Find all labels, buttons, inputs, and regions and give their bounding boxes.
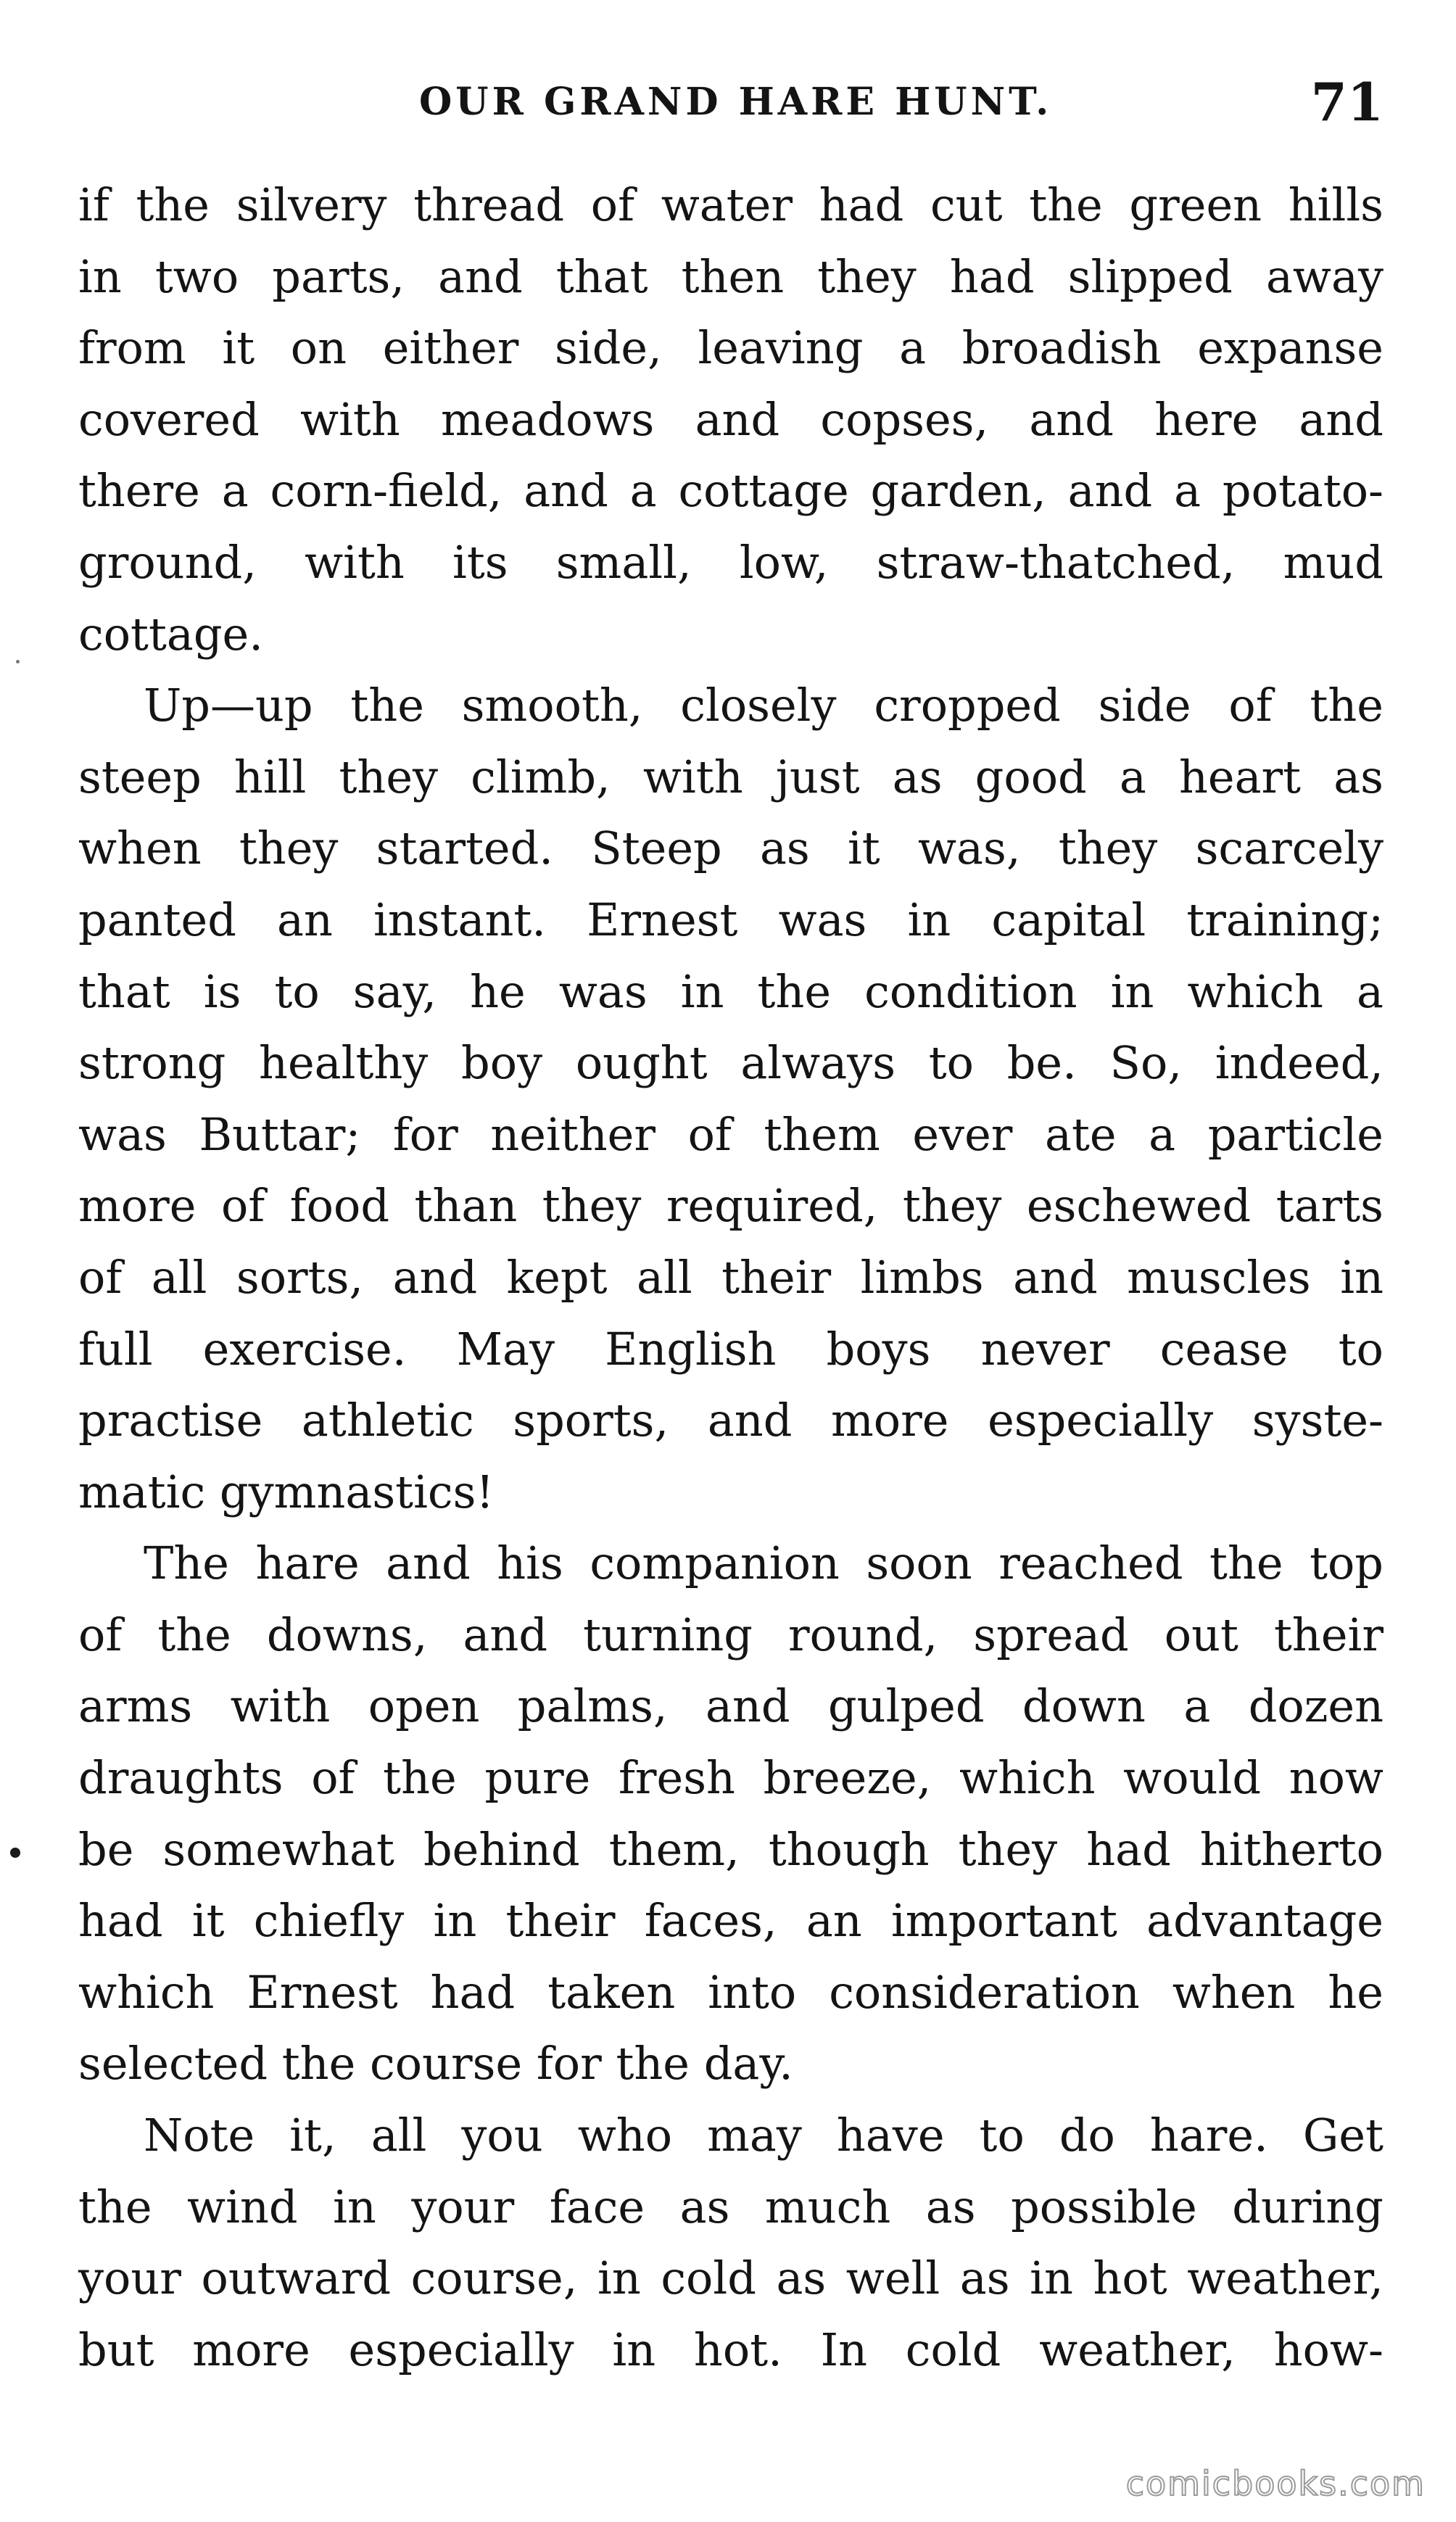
text-line: draughts of the pure fresh breeze, which would now	[78, 1751, 1383, 1805]
text-line: Up—up the smooth, closely cropped side of the	[144, 679, 1383, 732]
text-line: covered with meadows and copses, and here and	[78, 392, 1383, 446]
text-line: ground, with its small, low, straw-thatched, mud	[78, 535, 1383, 589]
page-number: 71	[1310, 71, 1383, 133]
paragraph	[78, 2100, 1383, 2386]
paragraph	[78, 670, 1383, 1528]
watermark: comicbooks.com	[1125, 2464, 1426, 2503]
paragraph	[78, 170, 1383, 670]
text-line: The hare and his companion soon reached the top	[144, 1537, 1383, 1590]
text-line: panted an instant. Ernest was in capital training;	[78, 893, 1383, 946]
text-line: Note it, all you who may have to do hare. Get	[144, 2109, 1383, 2162]
text-line: which Ernest had taken into consideration when he	[78, 1965, 1383, 2019]
text-line: practise athletic sports, and more especially syste-	[78, 1394, 1383, 1447]
margin-speck	[16, 660, 20, 663]
text-line: from it on either side, leaving a broadish expanse	[78, 321, 1383, 375]
text-line: there a corn-field, and a cottage garden, and a potato-	[78, 464, 1383, 518]
text-line: selected the course for the day.	[78, 2037, 793, 2091]
text-line: of the downs, and turning round, spread out their	[78, 1608, 1383, 1661]
text-line: when they started. Steep as it was, they scarcely	[78, 822, 1383, 875]
text-line: steep hill they climb, with just as good a heart as	[78, 750, 1383, 803]
text-line: but more especially in hot. In cold weather, how-	[78, 2323, 1383, 2376]
text-line: arms with open palms, and gulped down a dozen	[78, 1679, 1383, 1733]
running-title: OUR GRAND HARE HUNT.	[419, 80, 1053, 124]
text-line: that is to say, he was in the condition in which a	[78, 964, 1383, 1018]
text-line: had it chiefly in their faces, an important advantage	[78, 1894, 1383, 1948]
text-line: if the silvery thread of water had cut the green hills	[78, 178, 1383, 231]
text-line: matic gymnastics!	[78, 1465, 495, 1518]
text-line: in two parts, and that then they had slipped away	[78, 249, 1383, 303]
text-line: more of food than they required, they eschewed tarts	[78, 1179, 1383, 1233]
margin-dot	[10, 1848, 20, 1858]
text-line: full exercise. May English boys never cease to	[78, 1322, 1383, 1376]
text-line: your outward course, in cold as well as in hot weather,	[78, 2252, 1383, 2305]
text-line: strong healthy boy ought always to be. So, indeed,	[78, 1036, 1383, 1090]
body-text	[78, 170, 1383, 2386]
running-head	[78, 71, 1383, 136]
paragraph	[78, 1528, 1383, 2100]
text-line: of all sorts, and kept all their limbs and muscles in	[78, 1250, 1383, 1304]
text-line: cottage.	[78, 607, 263, 661]
text-line: be somewhat behind them, though they had hitherto	[78, 1822, 1383, 1876]
text-line: the wind in your face as much as possible during	[78, 2180, 1383, 2233]
text-line: was Buttar; for neither of them ever ate a particle	[78, 1107, 1383, 1161]
